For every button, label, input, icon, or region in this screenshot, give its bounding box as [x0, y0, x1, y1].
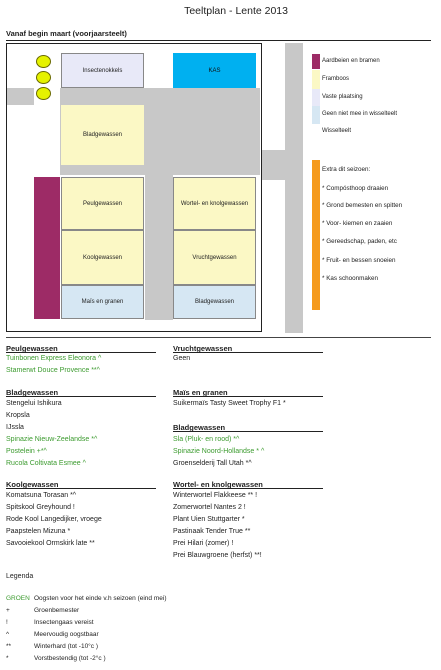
extra-item: * Fruit- en bessen snoeien — [322, 257, 396, 264]
legend-label: Wisselteelt — [322, 128, 352, 134]
crop-item: Groenselderij Tall Utah *^ — [173, 460, 252, 467]
crop-item: Paapstelen Mizuna * — [6, 528, 71, 535]
legend-swatch — [312, 89, 320, 106]
legend-label: Framboos — [322, 76, 350, 82]
legend-symbol: * — [6, 655, 9, 662]
tree-circle — [36, 87, 51, 100]
legend-symbol: ** — [6, 643, 12, 650]
legend-label: Aardbeien en bramen — [322, 58, 380, 64]
legend-symbol: ^ — [6, 631, 10, 638]
crop-item: Spinazie Noord-Hollandse * ^ — [173, 448, 265, 455]
legend-text: Winterhard (tot -10°c ) — [34, 643, 99, 650]
crop-item: Zomerwortel Nantes 2 ! — [173, 504, 246, 511]
bed-vruchtgewassen: Vruchtgewassen — [173, 230, 256, 285]
heading-rule — [173, 431, 323, 432]
page-title: Teeltplan - Lente 2013 — [184, 5, 288, 17]
legend-symbol: + — [6, 607, 10, 614]
subtitle: Vanaf begin maart (voorjaarsteelt) — [6, 29, 127, 38]
heading-rule — [173, 352, 323, 353]
legend-text: Groenbemester — [34, 607, 80, 614]
crop-item: Komatsuna Torasan *^ — [6, 492, 77, 499]
crop-item: Sla (Pluk- en rood) *^ — [173, 436, 240, 443]
crop-item: Prei Blauwgroene (herfst) **! — [173, 552, 262, 559]
crop-item: Spitskool Greyhound ! — [6, 504, 75, 511]
bed-aardbeien — [34, 177, 60, 319]
extra-item: * Grond bemesten en spitten — [322, 202, 403, 209]
legend-symbol: ! — [6, 619, 8, 626]
legend-heading: Legenda — [6, 573, 34, 580]
legend-text: Meervoudig oogstbaar — [34, 631, 99, 638]
crop-item: Tuinbonen Express Eleonora ^ — [6, 355, 102, 362]
bed-kas: KAS — [173, 53, 256, 88]
crop-item: Kropsla — [6, 412, 30, 419]
crop-heading: Peulgewassen — [6, 344, 58, 353]
legend-label: Geen niet mee in wisselteelt — [322, 111, 398, 117]
tree-circle — [36, 71, 51, 84]
heading-rule — [6, 396, 156, 397]
heading-rule — [6, 352, 156, 353]
crop-heading: Maïs en granen — [173, 388, 228, 397]
bed-peulgewassen: Peulgewassen — [61, 177, 144, 230]
extra-item: * Gereedschap, paden, etc — [322, 238, 397, 245]
crop-heading: Wortel- en knolgewassen — [173, 480, 263, 489]
crop-heading: Vruchtgewassen — [173, 344, 233, 353]
crop-item: Stamerwt Douce Provence **^ — [6, 367, 100, 374]
extra-bar — [312, 160, 320, 310]
bed-mais-granen: Maïs en granen — [61, 285, 144, 319]
legend-symbol: GROEN — [6, 595, 30, 602]
legend-swatch — [312, 106, 320, 124]
bed-bladgewassen-bottom: Bladgewassen — [173, 285, 256, 319]
crop-heading: Bladgewassen — [6, 388, 59, 397]
crop-item: Plant Uien Stuttgarter * — [173, 516, 245, 523]
extra-heading: Extra dit seizoen: — [322, 166, 371, 173]
crop-item: Suikermaïs Tasty Sweet Trophy F1 * — [173, 400, 286, 407]
legend-swatch — [312, 54, 320, 69]
bed-bladgewassen-top: Bladgewassen — [61, 105, 144, 165]
crop-item: Savooiekool Ormskirk late ** — [6, 540, 95, 547]
extra-item: * Kas schoonmaken — [322, 275, 379, 282]
crop-item: Rode Kool Langedijker, vroege — [6, 516, 102, 523]
legend-label: Vaste plaatsing — [322, 94, 363, 100]
crop-item: Stengelui Ishikura — [6, 400, 62, 407]
extra-item: * Voor- kiemen en zaaien — [322, 220, 393, 227]
bed-insectenokkels: Insectenokkels — [61, 53, 144, 88]
crop-heading: Bladgewassen — [173, 423, 226, 432]
crop-item: Pastinaak Tender True ** — [173, 528, 251, 535]
crop-item: Spinazie Nieuw-Zeelandse *^ — [6, 436, 98, 443]
heading-rule — [173, 396, 323, 397]
crop-item: Winterwortel Flakkeese ** ! — [173, 492, 258, 499]
extra-item: * Compósthoop draaien — [322, 185, 389, 192]
crop-item: Geen — [173, 355, 191, 362]
crop-item: Prei Hilari (zomer) ! — [173, 540, 234, 547]
heading-rule — [6, 488, 156, 489]
legend-swatch — [312, 70, 320, 89]
crop-item: IJssla — [6, 424, 24, 431]
section-divider — [6, 337, 431, 338]
path-right-vertical — [285, 43, 303, 333]
subtitle-rule — [6, 40, 431, 41]
legend-text: Insectengaas vereist — [34, 619, 94, 626]
legend-text: Oogsten voor het einde v.h seizoen (eind mei) — [34, 595, 167, 602]
bed-koolgewassen: Koolgewassen — [61, 230, 144, 285]
heading-rule — [173, 488, 323, 489]
legend-text: Vorstbestendig (tot -2°c ) — [34, 655, 106, 662]
tree-circle — [36, 55, 51, 68]
bed-wortel-knol: Wortel- en knolgewassen — [173, 177, 256, 230]
crop-item: Postelein +*^ — [6, 448, 47, 455]
crop-heading: Koolgewassen — [6, 480, 59, 489]
crop-item: Rucola Coltivata Esmee ^ — [6, 460, 86, 467]
